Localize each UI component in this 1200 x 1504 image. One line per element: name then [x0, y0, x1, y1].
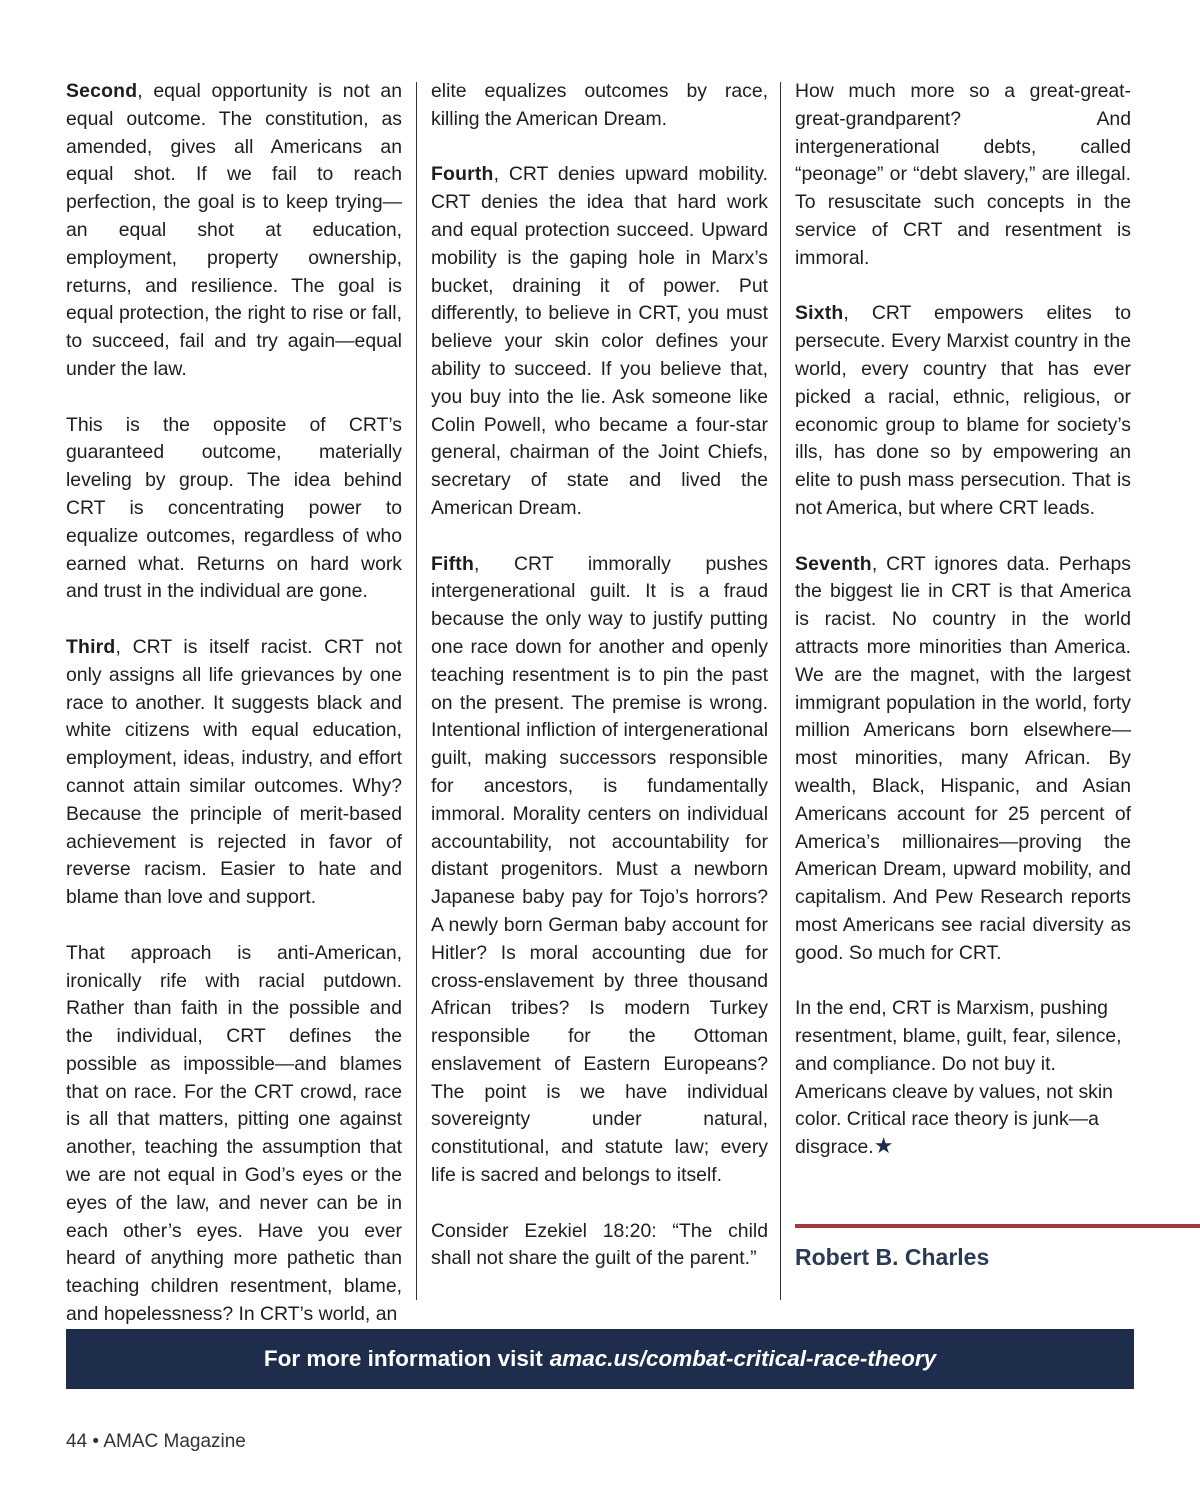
publication-name: AMAC Magazine: [103, 1431, 246, 1452]
paragraph-text: How much more so a great-great-great-grandparent? And intergenerational debts, called “peonage” or “debt slavery,” are illegal. To resuscitate such concepts in the service of CRT and resentment is immoral.: [795, 80, 1131, 269]
page-footer: [66, 1431, 246, 1453]
paragraph-text: , CRT denies upward mobility. CRT denies the idea that hard work and equal protection succeed. Upward mobility is the gaping hole in Marx’s bucket, draining it of power. Put differently, to believe in CRT, you must believe your skin color defines your ability to succeed. If you believe that, you buy into the lie. Ask someone like Colin Powell, who became a four-star general, chairman of the Joint Chiefs, secretary of state and lived the American Dream.: [431, 163, 768, 519]
article-column-1: [66, 78, 402, 1329]
paragraph-text: , equal opportunity is not an equal outcome. The constitution, as amended, gives all Americans an equal shot. If we fail to reach perfection, the goal is to keep trying—an equal shot at education, employment, property ownership, returns, and resilience. The goal is equal protection, the right to rise or fall, to succeed, fail and try again—equal under the law.: [66, 80, 402, 380]
paragraph-fifth: [431, 551, 768, 1190]
lead-word: Seventh: [795, 552, 872, 575]
paragraph-second: [66, 78, 402, 384]
lead-word: Fifth: [431, 552, 474, 575]
paragraph-ezekiel: [431, 1218, 768, 1274]
author-divider: [795, 1224, 1200, 1228]
paragraph-text: , CRT empowers elites to persecute. Every Marxist country in the world, every country that has ever picked a racial, ethnic, religious, or economic group to blame for society’s ills, has done so by empowering an elite to push mass persecution. That is not America, but where CRT leads.: [795, 302, 1131, 519]
info-banner: [66, 1329, 1134, 1389]
author-byline: Robert B. Charles: [795, 1244, 990, 1270]
banner-url-link[interactable]: amac.us/combat-critical-race-theory: [549, 1346, 937, 1371]
article-column-3: [795, 78, 1131, 1162]
lead-word: Second: [66, 80, 138, 102]
paragraph-great-grandparent: [795, 78, 1131, 273]
paragraph-third: [66, 634, 402, 912]
lead-word: Fourth: [431, 163, 494, 186]
paragraph-opposite: [66, 412, 402, 607]
paragraph-text: , CRT immorally pushes intergenerational guilt. It is a fraud because the only way to justify putting one race down for another and openly teaching resentment is to pin the past on the present. The premise is wrong. Intentional infliction of intergenerational guilt, making successors responsible for ancestors, is fundamentally immoral. Morality centers on individual accountability, not accountability for distant progenitors. Must a newborn Japanese baby pay for Tojo’s horrors? A newly born German baby account for Hitler? Is moral accounting due for cross-enslavement by three thousand African tribes? Is modern Turkey responsible for the Ottoman enslavement of Eastern Europeans? The point is we have individual sovereignty under natural, constitutional, and statute law; every life is sacred and belongs to itself.: [431, 552, 768, 1187]
paragraph-text: Consider Ezekiel 18:20: “The child shall not share the guilt of the parent.”: [431, 1219, 768, 1270]
paragraph-conclusion: [795, 995, 1131, 1162]
paragraph-text: That approach is anti-American, ironically rife with racial putdown. Rather than faith in the possible and the individual, CRT defines the possible as impossible—and blames that on race. For the CRT crowd, race is all that matters, pitting one against another, teaching the assumption that we are not equal in God’s eyes or the eyes of the law, and never can be in each other’s eyes. Have you ever heard of anything more pathetic than teaching children resentment, blame, and hopelessness? In CRT’s world, an: [66, 941, 402, 1326]
page-number: 44: [66, 1431, 88, 1452]
paragraph-text: In the end, CRT is Marxism, pushing resentment, blame, guilt, fear, silence, and compliance. Do not buy it. Americans cleave by values, not skin color. Critical race theory is junk—a disgrace.: [795, 997, 1122, 1159]
end-star-icon: ★: [873, 1133, 894, 1159]
paragraph-text: elite equalizes outcomes by race, killing the American Dream.: [431, 80, 768, 130]
paragraph-continued: [431, 78, 768, 134]
lead-word: Sixth: [795, 302, 844, 325]
article-column-2: [431, 78, 768, 1273]
paragraph-text: , CRT is itself racist. CRT not only assigns all life grievances by one race to another. It suggests black and white citizens with equal education, employment, ideas, industry, and effort cannot attain similar outcomes. Why? Because the principle of merit-based achievement is rejected in favor of reverse racism. Easier to hate and blame than love and support.: [66, 635, 402, 909]
column-divider-1: [416, 82, 417, 1300]
paragraph-text: , CRT ignores data. Perhaps the biggest lie in CRT is that America is racist. No country in the world attracts more minorities than America. We are the magnet, with the largest immigrant population in the world, forty million Americans born elsewhere—most minorities, many African. By wealth, Black, Hispanic, and Asian Americans account for 25 percent of America’s millionaires—proving the American Dream, upward mobility, and capitalism. And Pew Research reports most Americans see racial diversity as good. So much for CRT.: [795, 552, 1131, 964]
paragraph-sixth: [795, 300, 1131, 522]
footer-separator: •: [92, 1431, 100, 1452]
paragraph-text: This is the opposite of CRT’s guaranteed outcome, materially leveling by group. The idea behind CRT is concentrating power to equalize outcomes, regardless of who earned what. Returns on hard work and trust in the individual are gone.: [66, 413, 402, 603]
column-divider-2: [780, 82, 781, 1300]
paragraph-seventh: [795, 551, 1131, 968]
banner-prefix: For more information visit: [263, 1346, 543, 1371]
lead-word: Third: [66, 635, 116, 658]
paragraph-anti-american: [66, 940, 402, 1329]
paragraph-fourth: [431, 161, 768, 522]
